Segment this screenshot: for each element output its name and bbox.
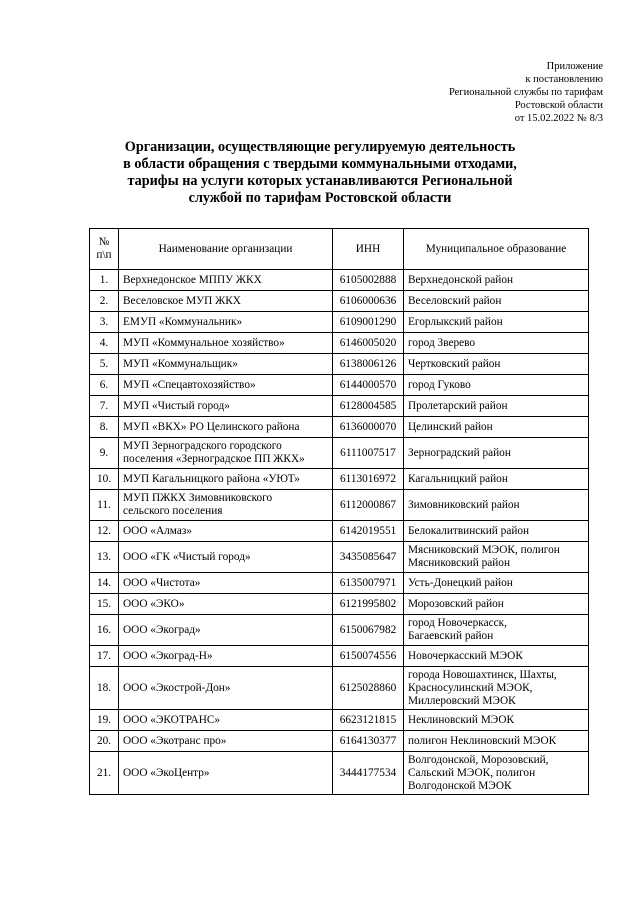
organization-name-line: МУП «ВКХ» РО Целинского района [123, 420, 300, 433]
organizations-table [89, 228, 589, 795]
row-number: 10. [90, 469, 119, 490]
organization-name [119, 731, 333, 752]
organization-name-line: сельского поселения [123, 505, 223, 517]
municipality-line: Волгодонской, Морозовский, [408, 753, 549, 766]
municipality-line: Мясниковский район [408, 557, 510, 569]
municipality-line: город Гуково [408, 378, 471, 391]
organization-name [119, 573, 333, 594]
organization-name [119, 542, 333, 573]
inn-value: 6136000070 [333, 417, 404, 438]
municipality-line: Багаевский район [408, 630, 494, 642]
organization-name-line: Веселовское МУП ЖКХ [123, 294, 241, 307]
organization-name [119, 333, 333, 354]
organization-name-line: ООО «Экоград» [123, 623, 201, 636]
organization-name [119, 312, 333, 333]
annex-line: Региональной службы по тарифам [448, 87, 603, 98]
table-row [90, 354, 589, 375]
organization-name [119, 667, 333, 710]
municipality-line: Чертковский район [408, 357, 501, 370]
organization-name [119, 490, 333, 521]
title-line: Организации, осуществляющие регулируемую деятельность [124, 139, 516, 155]
table-row [90, 417, 589, 438]
municipality-line: Новочеркасский МЭОК [408, 649, 523, 662]
inn-value: 6135007971 [333, 573, 404, 594]
row-number: 5. [90, 354, 119, 375]
row-number: 2. [90, 291, 119, 312]
municipality [404, 270, 589, 291]
inn-value: 6144000570 [333, 375, 404, 396]
municipality [404, 354, 589, 375]
organization-name-line: ООО «Экострой-Дон» [123, 681, 231, 694]
municipality-line: Зерноградский район [408, 446, 511, 459]
inn-value: 3444177534 [333, 752, 404, 795]
table-row [90, 710, 589, 731]
organization-name [119, 469, 333, 490]
document-title [80, 139, 560, 207]
row-number: 1. [90, 270, 119, 291]
inn-value: 6164130377 [333, 731, 404, 752]
organization-name-line: МУП Зерноградского городского [123, 440, 282, 452]
table-row [90, 312, 589, 333]
organization-name-line: ЕМУП «Коммунальник» [123, 315, 243, 328]
inn-value: 3435085647 [333, 542, 404, 573]
municipality-line: Белокалитвинский район [408, 524, 530, 537]
organization-name-line: ООО «Экотранс про» [123, 734, 227, 747]
inn-value: 6125028860 [333, 667, 404, 710]
row-number: 19. [90, 710, 119, 731]
municipality [404, 752, 589, 795]
municipality-line: Мясниковский МЭОК, полигон [408, 544, 560, 556]
header-number-symbol: № [98, 236, 110, 248]
municipality [404, 396, 589, 417]
table-header-row [90, 229, 589, 270]
organization-name [119, 291, 333, 312]
municipality-line: город Новочеркасск, [408, 617, 507, 629]
row-number: 14. [90, 573, 119, 594]
row-number: 4. [90, 333, 119, 354]
inn-value: 6111007517 [333, 438, 404, 469]
municipality [404, 731, 589, 752]
municipality [404, 291, 589, 312]
municipality-line: Волгодонской МЭОК [408, 779, 512, 792]
organization-name [119, 521, 333, 542]
organization-name [119, 646, 333, 667]
table-row [90, 594, 589, 615]
municipality-line: города Новошахтинск, Шахты, [408, 668, 557, 681]
organization-name-line: МУП «Коммунальное хозяйство» [123, 336, 285, 349]
municipality [404, 375, 589, 396]
row-number: 15. [90, 594, 119, 615]
organization-name-line: ООО «ЭКО» [123, 597, 185, 610]
table-row [90, 469, 589, 490]
municipality [404, 417, 589, 438]
municipality-line: Целинский район [408, 420, 493, 433]
municipality-line: полигон Неклиновский МЭОК [408, 734, 557, 747]
row-number: 8. [90, 417, 119, 438]
table-row [90, 521, 589, 542]
municipality-line: Пролетарский район [408, 399, 508, 412]
municipality-line: Веселовский район [408, 294, 502, 307]
municipality [404, 573, 589, 594]
row-number: 17. [90, 646, 119, 667]
table-body [90, 270, 589, 795]
header-inn: ИНН [333, 229, 404, 270]
organization-name-line: МУП Кагальницкого района «УЮТ» [123, 472, 300, 485]
municipality-line: Неклиновский МЭОК [408, 713, 515, 726]
row-number: 18. [90, 667, 119, 710]
organization-name [119, 270, 333, 291]
municipality-line: Сальский МЭОК, полигон [408, 766, 536, 779]
municipality [404, 615, 589, 646]
municipality [404, 667, 589, 710]
inn-value: 6121995802 [333, 594, 404, 615]
row-number: 21. [90, 752, 119, 795]
organization-name [119, 417, 333, 438]
table-row [90, 542, 589, 573]
table-row [90, 291, 589, 312]
inn-value: 6112000867 [333, 490, 404, 521]
inn-value: 6150067982 [333, 615, 404, 646]
municipality [404, 646, 589, 667]
organization-name [119, 710, 333, 731]
inn-value: 6106000636 [333, 291, 404, 312]
title-line: службой по тарифам Ростовской области [188, 190, 452, 206]
row-number: 12. [90, 521, 119, 542]
organization-name [119, 594, 333, 615]
organization-name [119, 375, 333, 396]
organization-name-line: ООО «ЭкоЦентр» [123, 766, 210, 779]
inn-value: 6150074556 [333, 646, 404, 667]
inn-value: 6623121815 [333, 710, 404, 731]
organization-name-line: ООО «Чистота» [123, 576, 201, 589]
municipality [404, 312, 589, 333]
municipality [404, 710, 589, 731]
organization-name [119, 752, 333, 795]
header-municipality: Муниципальное образование [404, 229, 589, 270]
municipality-line: Егорлыкский район [408, 315, 503, 328]
organization-name-line: ООО «ЭКОТРАНС» [123, 713, 221, 726]
header-number [90, 229, 119, 270]
organization-name [119, 354, 333, 375]
inn-value: 6105002888 [333, 270, 404, 291]
row-number: 16. [90, 615, 119, 646]
annex-line: к постановлению [525, 74, 603, 85]
organization-name-line: ООО «Алмаз» [123, 524, 192, 537]
table-row [90, 731, 589, 752]
organization-name-line: ООО «ГК «Чистый город» [123, 550, 251, 563]
organization-name [119, 615, 333, 646]
municipality-line: Красносулинский МЭОК, [408, 681, 533, 694]
table-row [90, 396, 589, 417]
organization-name-line: ООО «Экоград-Н» [123, 649, 213, 662]
organization-name-line: МУП «Чистый город» [123, 399, 230, 412]
municipality [404, 594, 589, 615]
inn-value: 6128004585 [333, 396, 404, 417]
organization-name-line: МУП ПЖКХ Зимовниковского [123, 492, 273, 504]
municipality [404, 469, 589, 490]
municipality [404, 333, 589, 354]
table-row [90, 490, 589, 521]
title-line: в области обращения с твердыми коммунальными отходами, [123, 156, 517, 172]
title-line: тарифы на услуги которых устанавливаются Региональной [127, 173, 513, 189]
municipality [404, 521, 589, 542]
row-number: 7. [90, 396, 119, 417]
organization-name-line: Верхнедонское МППУ ЖКХ [123, 273, 262, 286]
municipality [404, 490, 589, 521]
row-number: 11. [90, 490, 119, 521]
municipality-line: Миллеровский МЭОК [408, 694, 516, 707]
header-name: Наименование организации [119, 229, 333, 270]
table-row [90, 615, 589, 646]
annex-block [449, 60, 603, 125]
organization-name-line: МУП «Коммунальщик» [123, 357, 238, 370]
row-number: 20. [90, 731, 119, 752]
header-number-label: п\п [96, 249, 112, 261]
inn-value: 6138006126 [333, 354, 404, 375]
municipality-line: Морозовский район [408, 597, 504, 610]
table-row [90, 375, 589, 396]
organization-name [119, 396, 333, 417]
municipality-line: город Зверево [408, 336, 476, 349]
row-number: 13. [90, 542, 119, 573]
annex-line: Приложение [546, 61, 603, 72]
municipality [404, 542, 589, 573]
row-number: 9. [90, 438, 119, 469]
inn-value: 6142019551 [333, 521, 404, 542]
inn-value: 6113016972 [333, 469, 404, 490]
organization-name [119, 438, 333, 469]
table-row [90, 752, 589, 795]
table-row [90, 646, 589, 667]
row-number: 3. [90, 312, 119, 333]
organization-name-line: поселения «Зерноградское ПП ЖКХ» [123, 453, 305, 465]
inn-value: 6109001290 [333, 312, 404, 333]
organization-name-line: МУП «Спецавтохозяйство» [123, 378, 256, 391]
table-row [90, 333, 589, 354]
municipality [404, 438, 589, 469]
row-number: 6. [90, 375, 119, 396]
annex-line: от 15.02.2022 № 8/3 [514, 113, 603, 124]
annex-line: Ростовской области [514, 100, 603, 111]
table-row [90, 270, 589, 291]
table-row [90, 438, 589, 469]
inn-value: 6146005020 [333, 333, 404, 354]
table-row [90, 667, 589, 710]
table-row [90, 573, 589, 594]
municipality-line: Верхнедонской район [408, 273, 514, 286]
municipality-line: Усть-Донецкий район [408, 576, 513, 589]
municipality-line: Кагальницкий район [408, 472, 508, 485]
municipality-line: Зимовниковский район [408, 498, 520, 511]
